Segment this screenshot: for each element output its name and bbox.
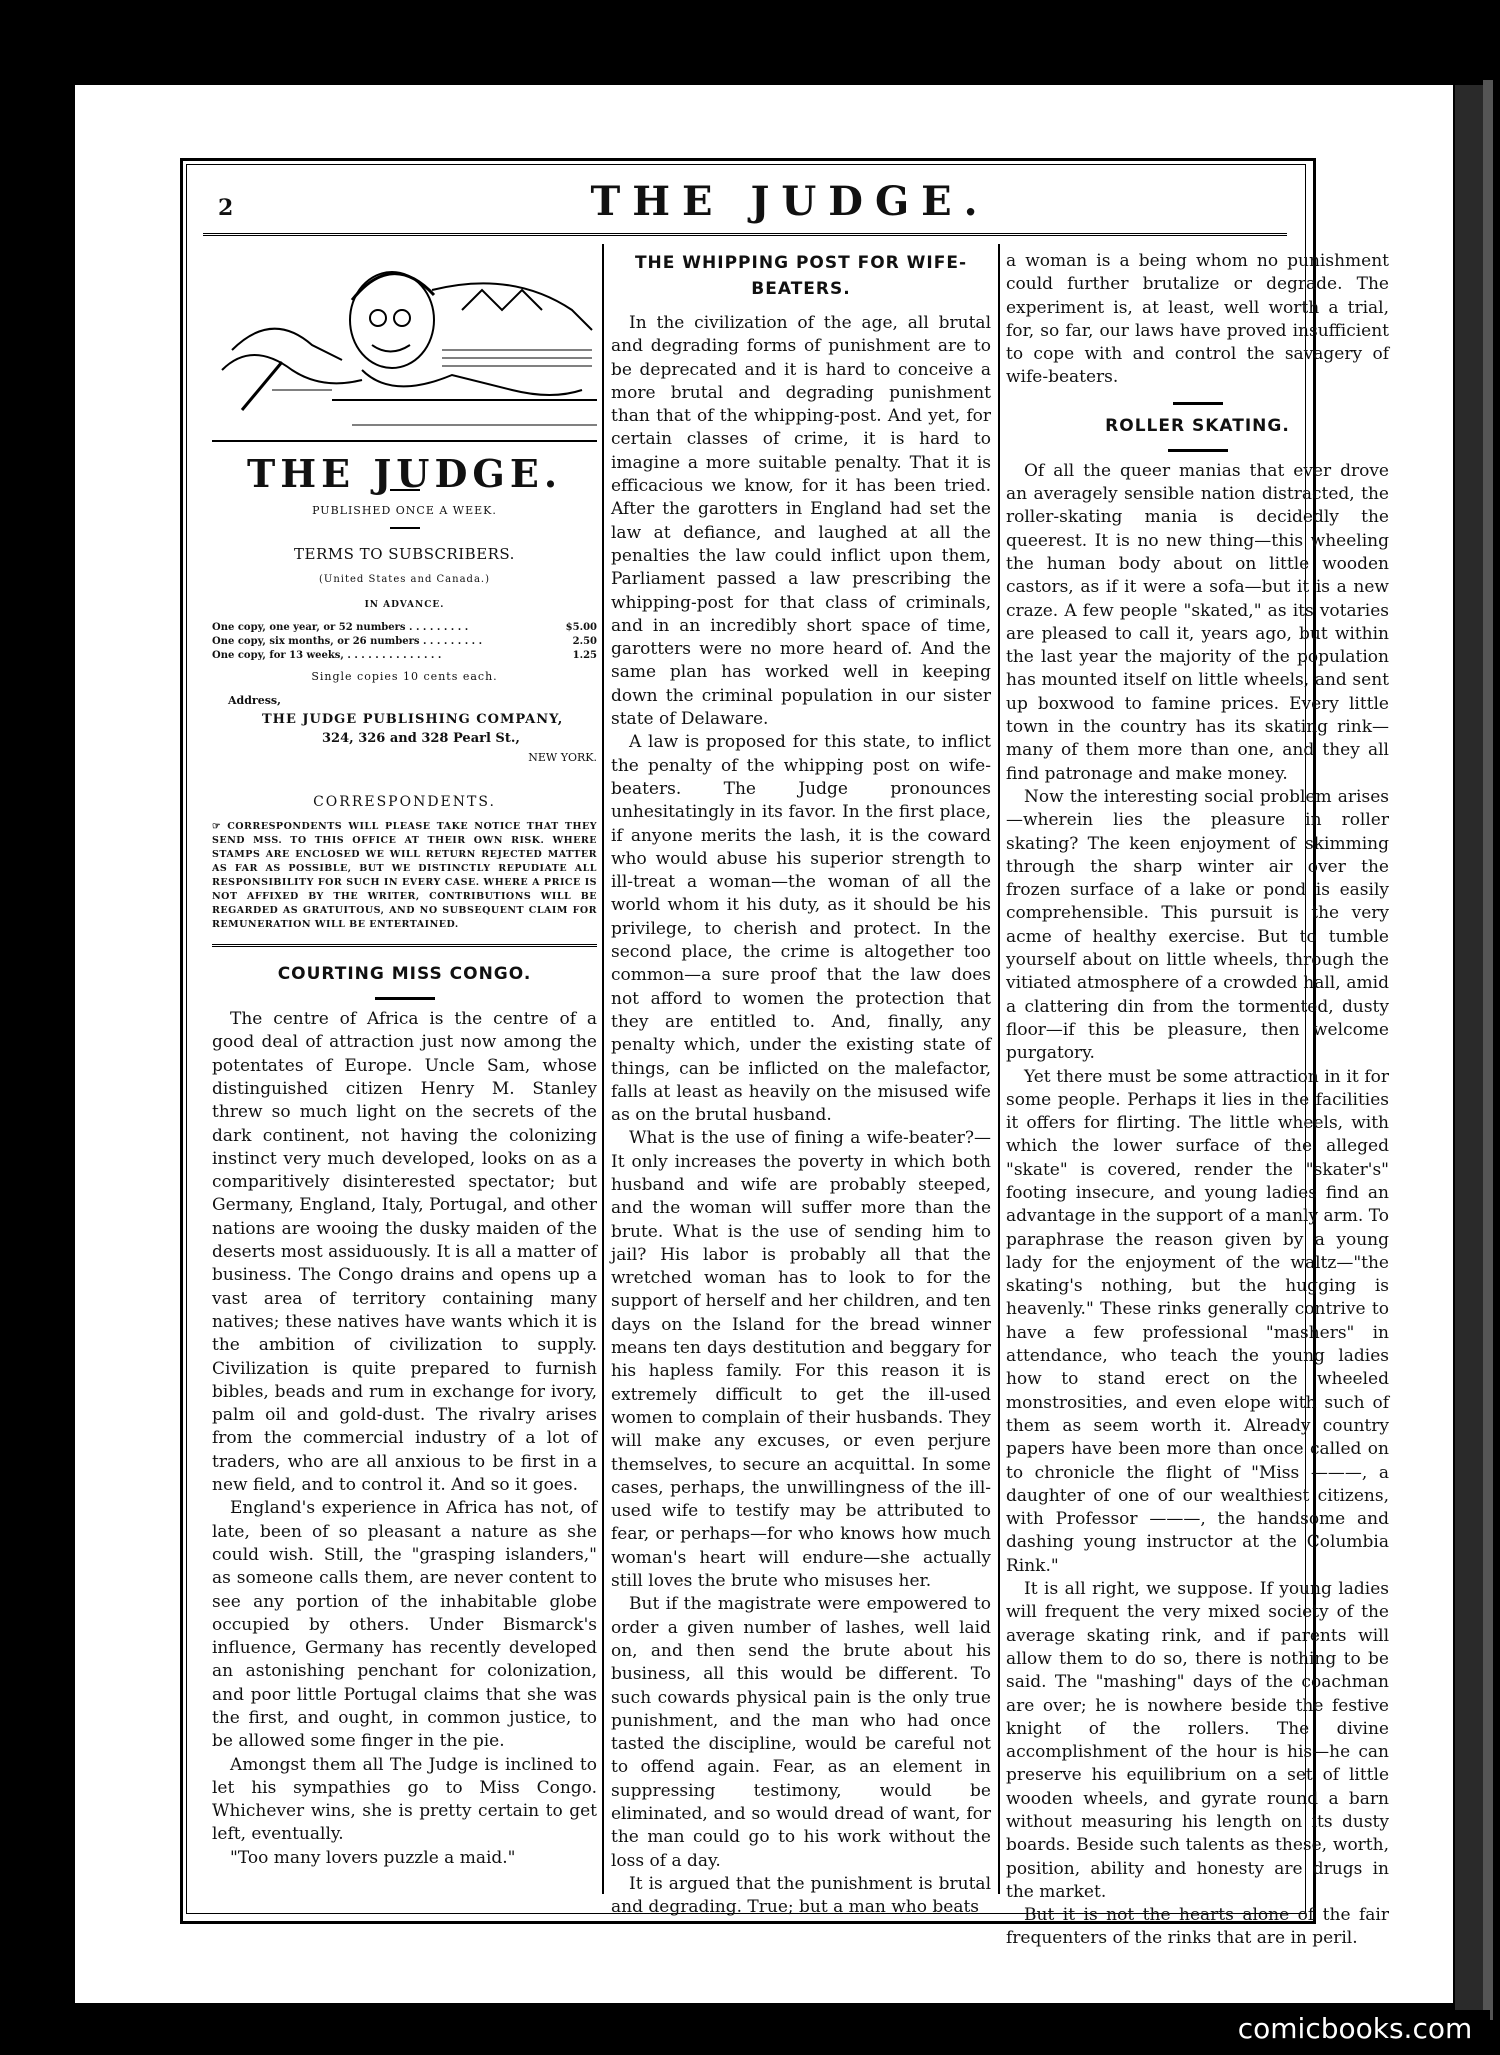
single-copies: Single copies 10 cents each.	[311, 670, 498, 684]
judge-title: THE JUDGE.	[246, 451, 563, 496]
publisher-street: 324, 326 and 328 Pearl St.,	[322, 730, 520, 746]
article-paragraph: But it is not the hearts alone of the fair frequenters of the rinks that are in peril.	[1006, 1905, 1389, 1949]
article-paragraph: "Too many lovers puzzle a maid."	[230, 1847, 516, 1868]
address-label: Address,	[228, 693, 281, 707]
column-1	[212, 250, 597, 1870]
rate-row	[212, 635, 597, 649]
heading-rule	[375, 997, 435, 1000]
article-paragraph-continued: a woman is a being whom no punishment could further brutalize or degrade. The experiment is, at least, well worth a trial, for, so far, our laws have proved insufficient to cope with and control the savagery of wife-beaters.	[1006, 251, 1389, 388]
terms-heading: TERMS TO SUBSCRIBERS.	[294, 544, 515, 563]
article-paragraph: England's experience in Africa has not, of late, been of so pleasant a nature as she could wish. Still, the "grasping islanders," as someone calls them, are never content to see any portion of the inhabitable globe occupied by others. Under Bismarck's influence, Germany has recently developed an astonishing penchant for colonization, and poor little Portugal claims that she was the first, and ought, in common justice, to be allowed some finger in the pie.	[212, 1498, 597, 1752]
correspondents-notice: ☞ CORRESPONDENTS WILL PLEASE TAKE NOTICE THAT THEY SEND MSS. TO THIS OFFICE AT THEIR OWN RISK. WHERE STAMPS ARE ENCLOSED WE WILL RETURN REJECTED MATTER AS FAR AS POSSIBLE, BUT WE DISTINCTLY REPUDIATE ALL RESPONSIBILITY FOR SUCH IN EVERY CASE. WHERE A PRICE IS NOT AFFIXED BY THE WRITER, CONTRIBUTIONS WILL BE REGARDED AS GRATUITOUS, AND NO SUBSEQUENT CLAIM FOR REMUNERATION WILL BE ENTERTAINED.	[212, 821, 597, 931]
article-paragraph: Of all the queer manias that ever drove an averagely sensible nation distracted, the roller-skating mania is decidedly the queerest. It is no new thing—this wheeling the human body about on little wooden castors, as if it were a sofa—but it is a new craze. A few people "skated," as its votaries are pleased to call it, years ago, but within the last year the majority of the population has mounted itself on little wheels, and sent up boxwood to famine prices. Every little town in the country has its skating rink—many of them more than one, and they all find patronage and make money.	[1006, 460, 1389, 784]
article-paragraph: In the civilization of the age, all brutal and degrading forms of punishment are to be deprecated and it is hard to conceive a more brutal and degrading punishment than that of the whipping-post. And yet, for certain classes of crime, it is hard to imagine a more suitable penalty. That it is efficacious we know, for it has been tried. After the garotters in England had set the law at defiance, and laughed at all the penalties the law could inflict upon them, Parliament passed a law prescribing the whipping-post for that class of criminals, and in an incredibly short space of time, garotters were no more heard of. And the same plan has worked well in keeping down the criminal population in our sister state of Delaware.	[611, 313, 991, 730]
rate-price: 2.50	[572, 636, 597, 648]
column-2	[611, 250, 991, 1919]
judge-illustration-svg	[212, 250, 597, 440]
heading-rule	[1168, 449, 1228, 452]
advance-label: IN ADVANCE.	[364, 600, 445, 611]
article-paragraph: What is the use of fining a wife-beater?—It only increases the poverty in which both husband and wife are probably steeped, and the woman will suffer more than the brute. What is the use of sending him to jail? His labor is probably all that the wretched woman has to look to for the support of herself and her children, and ten days on the Island for the bread winner means ten days destitution and beggary for his hapless family. For this reason it is extremely difficult to get the ill-used women to complain of their husbands. They will make any excuses, or even perjure themselves, to secure an acquittal. In some cases, perhaps, the unwillingness of the ill-used wife to testify may be attributed to fear, or perhaps—for who knows how much woman's heart will endure—she actually still loves the brute who misuses her.	[611, 1128, 991, 1592]
article-paragraph: It is argued that the punishment is brutal and degrading. True; but a man who beats	[611, 1873, 991, 1918]
column-divider-1	[602, 244, 604, 1894]
rate-label: One copy, for 13 weeks, . . . . . . . . . . . . . .	[212, 650, 442, 662]
article-paragraph: It is all right, we suppose. If young ladies will frequent the very mixed society of the average skating rink, and if parents will allow them to do so, there is nothing to be said. The "mashing" days of the coachman are over; he is nowhere beside the festive knight of the rollers. The divine accomplishment of the hour is his—he can preserve his equilibrium on a set of little wooden wheels, and gyrate round a barn without measuring his length on its dusty boards. Beside such talents as these, worth, position, ability and honesty are drugs in the market.	[1006, 1579, 1389, 1902]
judge-illustration	[212, 250, 597, 442]
article-heading-congo: COURTING MISS CONGO.	[277, 964, 532, 985]
column-3	[1006, 250, 1389, 1951]
article-paragraph: Amongst them all The Judge is inclined to let his sympathies go to Miss Congo. Whichever wins, she is pretty certain to get left, eventually.	[212, 1754, 597, 1845]
site-watermark: comicbooks.com	[1220, 2010, 1490, 2048]
rate-price: $5.00	[565, 622, 597, 634]
article-paragraph: But if the magistrate were empowered to order a given number of lashes, well laid on, and then send the brute about his business, all this would be different. To such cowards physical pain is the only true punishment, and the man who had once tasted the discipline, would be careful not to offend again. Fear, as an element in suppressing testimony, would be eliminated, and so would dread of want, for the man could go to his work without the loss of a day.	[611, 1594, 991, 1871]
section-rule	[1173, 402, 1223, 405]
article-heading-skating: ROLLER SKATING.	[1105, 415, 1290, 436]
rate-label: One copy, one year, or 52 numbers . . . . . . . . .	[212, 622, 469, 634]
article-paragraph: Yet there must be some attraction in it for some people. Perhaps it lies in the facilities it offers for flirting. The little wheels, with which the lower surface of the alleged "skate" is covered, render the "skater's" footing insecure, and young ladies find an advantage in the support of a manly arm. To paraphrase the reason given by a young lady for the enjoyment of the waltz—"the skating's nothing, but the hugging is heavenly." These rinks generally contrive to have a few professional "mashers" in attendance, who teach the young ladies how to stand erect on the wheeled monstrosities, and even elope with such of them as seem worth it. Already country papers have been more than once called on to chronicle the flight of "Miss ———, a daughter of one of our wealthiest citizens, with Professor ———, the handsome and dashing young instructor at the Columbia Rink."	[1006, 1066, 1389, 1576]
article-paragraph: The centre of Africa is the centre of a good deal of attraction just now among the potentates of Europe. Uncle Sam, whose distinguished citizen Henry M. Stanley threw so much light on the secrets of the dark continent, not having the colonizing instinct very much developed, looks on as a comparitively disinterested spectator; but Germany, England, Italy, Portugal, and other nations are wooing the dusky maiden of the deserts most assiduously. It is all a matter of business. The Congo drains and opens up a vast area of territory containing many natives; these natives have wants which it is the ambition of civilization to supply. Civilization is quite prepared to furnish bibles, beads and rum in exchange for ivory, palm oil and gold-dust. The rivalry arises from the commercial industry of a lot of traders, who are all anxious to be first in a new field, and to control it. And so it goes.	[212, 1009, 597, 1496]
rate-label: One copy, six months, or 26 numbers . . . . . . . . .	[212, 636, 483, 648]
correspondents-heading: CORRESPONDENTS.	[313, 793, 496, 810]
page-number: 2	[218, 195, 234, 221]
article-heading-whipping: THE WHIPPING POST FOR WIFE-BEATERS.	[634, 253, 968, 299]
article-paragraph: A law is proposed for this state, to inflict the penalty of the whipping post on wife-beaters. The Judge pronounces unhesitatingly in its favor. In the first place, if anyone merits the lash, it is the coward who would abuse his superior strength to ill-treat a woman—the woman of all the world whom it his duty, as it should be his privilege, to cherish and protect. In the second place, the crime is altogether too common—a sure proof that the law does not afford to women the protection that they are entitled to. And, finally, any penalty which, under the existing state of things, can be inflicted on the malefactor, falls at least as heavily on the misused wife as on the brutal husband.	[611, 732, 991, 1126]
terms-subheading: (United States and Canada.)	[318, 573, 490, 585]
article-paragraph: Now the interesting social problem arises—wherein lies the pleasure in roller skating? The keen enjoyment of skimming through the sharp winter air over the frozen surface of a lake or pond is easily comprehensible. This pursuit is the very acme of healthy exercise. But to tumble yourself about on little wheels, through the vitiated atmosphere of a crowded hall, amid a clattering din from the tormented, dusty floor—if this be pleasure, then welcome purgatory.	[1006, 786, 1389, 1064]
rate-price: 1.25	[572, 650, 597, 662]
publisher-name: THE JUDGE PUBLISHING COMPANY,	[262, 711, 564, 727]
page-edge-shadow	[1455, 85, 1483, 2010]
column-divider-2	[998, 244, 1000, 1894]
rate-row	[212, 649, 597, 663]
publisher-city: NEW YORK.	[528, 750, 597, 764]
section-rule	[212, 944, 597, 947]
published-rule	[390, 527, 420, 529]
masthead-rule	[203, 233, 1287, 236]
page-edge	[1483, 80, 1493, 2020]
rate-row	[212, 621, 597, 635]
published-line: PUBLISHED ONCE A WEEK.	[312, 504, 497, 518]
masthead-title: THE JUDGE.	[590, 178, 990, 225]
